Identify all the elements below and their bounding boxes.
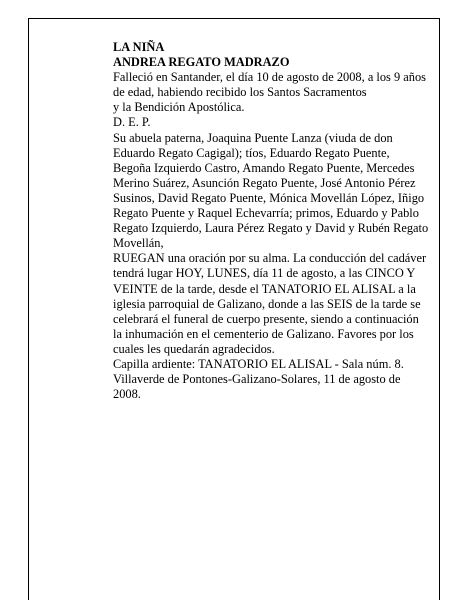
- notice-title-line1: LA NIÑA: [113, 40, 165, 54]
- rip-line: D. E. P.: [113, 115, 151, 130]
- death-paragraph: Falleció en Santander, el día 10 de agosto de 2008, a los 9 años de edad, habiendo recibido los Santos Sacramentos: [113, 70, 426, 100]
- notice-title-line2: ANDREA REGATO MADRAZO: [113, 55, 290, 70]
- blessing-paragraph: y la Bendición Apostólica.: [113, 100, 245, 115]
- family-paragraph: Su abuela paterna, Joaquina Puente Lanza (viuda de don Eduardo Regato Cagigal); tíos, Eduardo Regato Puente, Begoña Izquierdo Castro, Amando Regato Puente, Mercedes Merino Suárez, Asunción Regato Puente, José Antonio Pérez Susinos, David Regato Puente, Mónica Movellán López, Iñigo Regato Puente y Raquel Echevarría; primos, Eduardo y Pablo Regato Izquierdo, Laura Pérez Regato y David y Rubén Regato Movellán,: [113, 130, 429, 251]
- place-date-paragraph: Villaverde de Pontones-Galizano-Solares, 11 de agosto de 2008.: [113, 372, 401, 402]
- request-paragraph: RUEGAN una oración por su alma. La conducción del cadáver tendrá lugar HOY, LUNES, día 11 de agosto, a las CINCO Y VEINTE de la tarde, desde el TANATORIO EL ALISAL a la iglesia parroquial de Galizano, donde a las SEIS de la tarde se celebrará el funeral de cuerpo presente, siendo a continuación la inhumación en el cementerio de Galizano. Favores por los cuales les quedarán agradecidos.: [113, 251, 427, 356]
- chapel-paragraph: Capilla ardiente: TANATORIO EL ALISAL - Sala núm. 8.: [113, 356, 404, 371]
- obituary-notice: [113, 40, 429, 402]
